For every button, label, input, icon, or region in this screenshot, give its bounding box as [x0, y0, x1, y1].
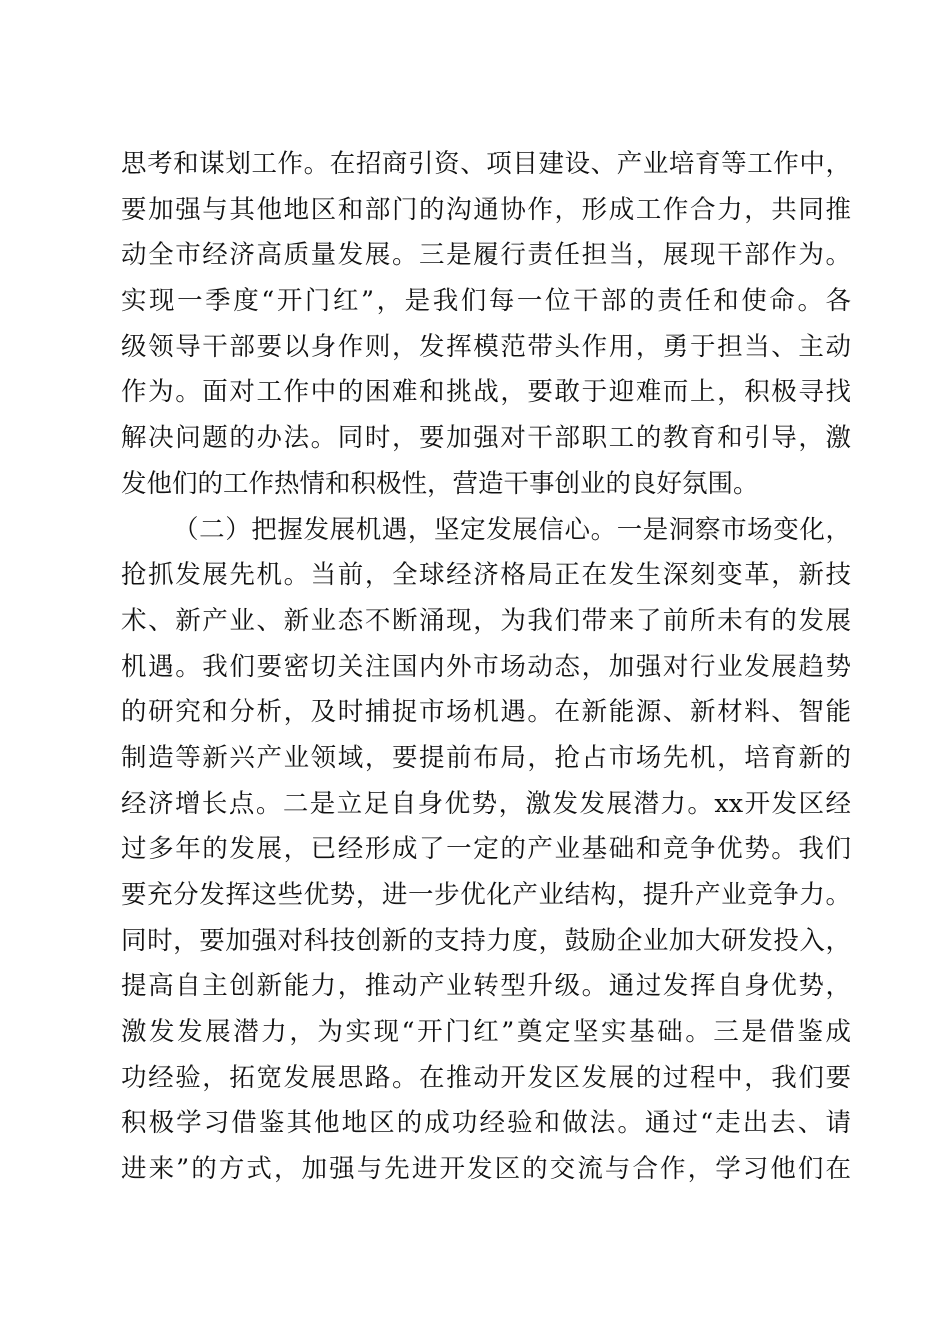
text-line: 积极学习借鉴其他地区的成功经验和做法。通过“走出去、请 [121, 1108, 851, 1139]
text-line: 制造等新兴产业领域，要提前布局，抢占市场先机，培育新的 [121, 742, 851, 773]
text-line: 术、新产业、新业态不断涌现，为我们带来了前所未有的发展 [121, 605, 851, 636]
text-line: 提高自主创新能力，推动产业转型升级。通过发挥自身优势， [121, 971, 851, 1002]
text-line: 的研究和分析，及时捕捉市场机遇。在新能源、新材料、智能 [121, 697, 851, 728]
text-line: 发他们的工作热情和积极性，营造干事创业的良好氛围。 [121, 468, 759, 499]
text-line: 作为。面对工作中的困难和挑战，要敢于迎难而上，积极寻找 [121, 377, 851, 408]
text-line: 实现一季度“开门红”，是我们每一位干部的责任和使命。各 [121, 286, 851, 317]
paragraph-section-two [121, 508, 851, 1193]
text-line: 激发发展潜力，为实现“开门红”奠定坚实基础。三是借鉴成 [121, 1017, 851, 1048]
text-line: 功经验，拓宽发展思路。在推动开发区发展的过程中，我们要 [121, 1062, 851, 1093]
paragraph-continuation [121, 142, 851, 508]
text-line: 同时，要加强对科技创新的支持力度，鼓励企业加大研发投入， [121, 925, 851, 956]
text-line: 经济增长点。二是立足自身优势，激发发展潜力。xx开发区经 [121, 788, 851, 819]
text-line: 动全市经济高质量发展。三是履行责任担当，展现干部作为。 [121, 240, 851, 271]
section-heading-line: （二）把握发展机遇，坚定发展信心。一是洞察市场变化， [173, 514, 851, 545]
text-line: 思考和谋划工作。在招商引资、项目建设、产业培育等工作中， [121, 149, 851, 179]
text-line: 级领导干部要以身作则，发挥模范带头作用，勇于担当、主动 [121, 331, 851, 362]
text-line: 过多年的发展，已经形成了一定的产业基础和竞争优势。我们 [121, 834, 851, 865]
text-line: 抢抓发展先机。当前，全球经济格局正在发生深刻变革，新技 [121, 560, 851, 591]
text-line: 解决问题的办法。同时，要加强对干部职工的教育和引导，激 [121, 423, 851, 454]
text-line: 进来”的方式，加强与先进开发区的交流与合作，学习他们在 [121, 1154, 851, 1185]
document-body [121, 142, 851, 1193]
text-line: 要充分发挥这些优势，进一步优化产业结构，提升产业竞争力。 [121, 880, 851, 910]
text-line: 机遇。我们要密切关注国内外市场动态，加强对行业发展趋势 [121, 651, 851, 682]
text-line: 要加强与其他地区和部门的沟通协作，形成工作合力，共同推 [121, 194, 851, 225]
